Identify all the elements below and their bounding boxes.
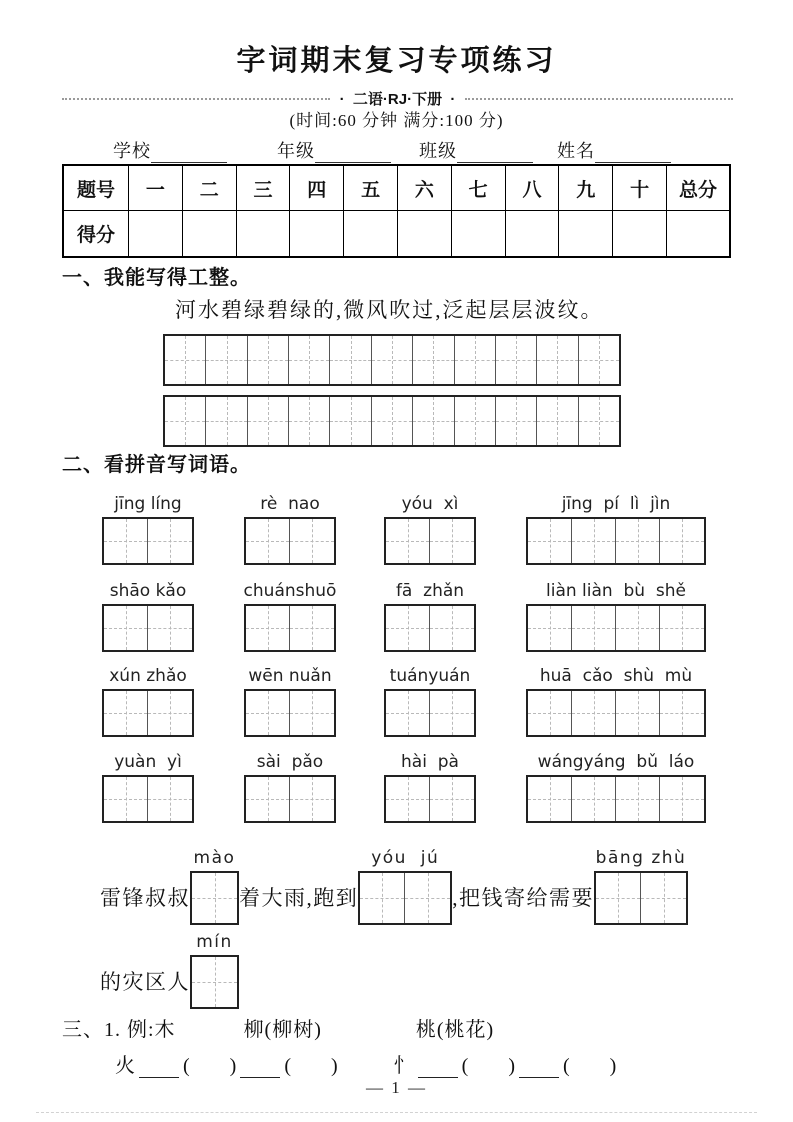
write-cell[interactable] xyxy=(104,606,148,650)
answer-grid[interactable] xyxy=(526,775,706,823)
write-cell[interactable] xyxy=(165,336,206,384)
write-cell[interactable] xyxy=(148,606,192,650)
writing-grid-row-2[interactable] xyxy=(163,395,621,447)
grade-label: 年级 xyxy=(277,141,315,161)
col-10: 十 xyxy=(613,165,667,211)
write-cell[interactable] xyxy=(360,873,405,923)
sentence-text: 雷锋叔叔 xyxy=(100,886,190,910)
write-cell[interactable] xyxy=(616,606,660,650)
section-one-heading: 一、我能写得工整。 xyxy=(62,267,251,289)
write-cell[interactable] xyxy=(572,519,616,563)
answer-blank[interactable] xyxy=(240,1057,280,1078)
radical-fire: 火 xyxy=(115,1055,135,1077)
write-cell[interactable] xyxy=(372,397,413,445)
pinyin-group xyxy=(385,752,475,823)
write-cell[interactable] xyxy=(430,519,474,563)
page-number: — 1 — xyxy=(366,1078,427,1097)
question-number-header: 题号 xyxy=(63,165,129,211)
answer-grid[interactable] xyxy=(244,604,336,652)
score-cell[interactable] xyxy=(559,211,613,258)
dotted-line-right xyxy=(465,98,733,100)
answer-grid[interactable] xyxy=(244,517,336,565)
student-fields xyxy=(113,137,671,163)
answer-grid[interactable] xyxy=(594,871,688,925)
pinyin-group xyxy=(385,494,475,565)
grade-field xyxy=(277,137,391,163)
answer-blank[interactable] xyxy=(519,1057,559,1078)
answer-grid[interactable] xyxy=(384,604,476,652)
col-2: 二 xyxy=(182,165,236,211)
fill-box-group xyxy=(358,848,452,925)
write-cell[interactable] xyxy=(641,873,686,923)
col-8: 八 xyxy=(505,165,559,211)
write-cell[interactable] xyxy=(528,691,572,735)
answer-grid[interactable] xyxy=(244,775,336,823)
pinyin-group xyxy=(245,494,335,565)
pinyin-group xyxy=(527,581,705,652)
pinyin-group xyxy=(103,581,193,652)
class-field xyxy=(419,137,533,163)
pinyin-group xyxy=(385,581,475,652)
write-cell[interactable] xyxy=(386,519,430,563)
write-cell[interactable] xyxy=(572,777,616,821)
write-cell[interactable] xyxy=(246,777,290,821)
pinyin-label: bāng zhù xyxy=(595,848,687,868)
score-cell[interactable] xyxy=(344,211,398,258)
write-cell[interactable] xyxy=(413,397,454,445)
write-cell[interactable] xyxy=(572,691,616,735)
dotted-line-left xyxy=(62,98,330,100)
fill-sentence-line-2 xyxy=(100,932,239,1009)
answer-grid[interactable] xyxy=(526,689,706,737)
write-cell[interactable] xyxy=(104,691,148,735)
write-cell[interactable] xyxy=(430,691,474,735)
writing-grid-row-1[interactable] xyxy=(163,334,621,386)
score-table-header-row xyxy=(63,165,730,211)
write-cell[interactable] xyxy=(290,519,334,563)
pinyin-label: wēn nuǎn xyxy=(248,666,332,686)
pinyin-label: hài pà xyxy=(401,752,459,772)
write-cell[interactable] xyxy=(386,691,430,735)
col-3: 三 xyxy=(236,165,290,211)
answer-grid[interactable] xyxy=(102,689,194,737)
write-cell[interactable] xyxy=(206,397,247,445)
score-cell[interactable] xyxy=(451,211,505,258)
answer-grid[interactable] xyxy=(526,517,706,565)
write-cell[interactable] xyxy=(430,777,474,821)
pinyin-group xyxy=(527,752,705,823)
pinyin-group xyxy=(245,752,335,823)
section-three-exercise xyxy=(115,1049,616,1078)
write-cell[interactable] xyxy=(386,606,430,650)
write-cell[interactable] xyxy=(148,777,192,821)
write-cell[interactable] xyxy=(104,777,148,821)
answer-grid[interactable] xyxy=(190,955,239,1009)
write-cell[interactable] xyxy=(537,336,578,384)
answer-grid[interactable] xyxy=(244,689,336,737)
pinyin-label: yóu xì xyxy=(401,494,459,514)
fill-box-group xyxy=(190,932,239,1009)
score-cell[interactable] xyxy=(290,211,344,258)
pinyin-group xyxy=(103,494,193,565)
write-cell[interactable] xyxy=(596,873,641,923)
write-cell[interactable] xyxy=(290,606,334,650)
write-cell[interactable] xyxy=(405,873,450,923)
write-cell[interactable] xyxy=(496,397,537,445)
pinyin-group xyxy=(245,666,335,737)
pinyin-group xyxy=(527,666,705,737)
answer-grid[interactable] xyxy=(358,871,452,925)
fill-sentence-line-1 xyxy=(100,848,688,925)
sentence-text: 的灾区人 xyxy=(100,970,190,994)
pinyin-label: jīng pí lì jìn xyxy=(561,494,671,514)
score-cell[interactable] xyxy=(505,211,559,258)
write-cell[interactable] xyxy=(290,691,334,735)
score-cell[interactable] xyxy=(182,211,236,258)
school-blank[interactable] xyxy=(151,144,227,163)
class-label: 班级 xyxy=(419,141,457,161)
write-cell[interactable] xyxy=(616,519,660,563)
example-word-2: 桃(桃花) xyxy=(415,1019,495,1041)
pinyin-label: yuàn yì xyxy=(114,752,182,772)
name-field xyxy=(557,137,671,163)
col-9: 九 xyxy=(559,165,613,211)
school-label: 学校 xyxy=(113,141,151,161)
radical-heart: 忄 xyxy=(393,1055,414,1077)
write-cell[interactable] xyxy=(660,777,704,821)
answer-blank[interactable] xyxy=(139,1057,179,1078)
write-cell[interactable] xyxy=(248,336,289,384)
write-cell[interactable] xyxy=(660,519,704,563)
name-label: 姓名 xyxy=(557,141,595,161)
write-cell[interactable] xyxy=(330,336,371,384)
write-cell[interactable] xyxy=(192,957,237,1007)
write-cell[interactable] xyxy=(290,777,334,821)
answer-grid[interactable] xyxy=(384,775,476,823)
col-total: 总分 xyxy=(667,165,731,211)
sentence-text: 着大雨,跑到 xyxy=(239,886,359,910)
write-cell[interactable] xyxy=(616,777,660,821)
bottom-dashed-rule xyxy=(36,1112,757,1113)
name-blank[interactable] xyxy=(595,144,671,163)
pinyin-label: sài pǎo xyxy=(256,752,324,772)
answer-grid[interactable] xyxy=(102,775,194,823)
write-cell[interactable] xyxy=(528,606,572,650)
write-cell[interactable] xyxy=(660,691,704,735)
answer-blank[interactable] xyxy=(418,1057,458,1078)
write-cell[interactable] xyxy=(246,691,290,735)
pinyin-group xyxy=(385,666,475,737)
score-cell[interactable] xyxy=(613,211,667,258)
class-blank[interactable] xyxy=(457,144,533,163)
write-cell[interactable] xyxy=(246,519,290,563)
example-prefix: 三、1. 例:木 xyxy=(62,1019,176,1041)
edition-label: · 二语·RJ·下册 · xyxy=(339,91,456,108)
pinyin-label: yóu jú xyxy=(371,848,440,868)
pinyin-label: wángyáng bǔ láo xyxy=(537,752,695,772)
write-cell[interactable] xyxy=(537,397,578,445)
pinyin-label: tuányuán xyxy=(389,666,471,686)
page-title: 字词期末复习专项练习 xyxy=(236,45,557,77)
section-three-heading xyxy=(62,1013,494,1042)
write-cell[interactable] xyxy=(528,519,572,563)
answer-grid[interactable] xyxy=(384,689,476,737)
write-cell[interactable] xyxy=(616,691,660,735)
score-cell[interactable] xyxy=(667,211,731,258)
answer-grid[interactable] xyxy=(102,604,194,652)
pinyin-label: chuánshuō xyxy=(243,581,337,601)
write-cell[interactable] xyxy=(289,397,330,445)
write-cell[interactable] xyxy=(386,777,430,821)
write-cell[interactable] xyxy=(430,606,474,650)
col-1: 一 xyxy=(129,165,183,211)
answer-grid[interactable] xyxy=(190,871,239,925)
col-4: 四 xyxy=(290,165,344,211)
answer-grid[interactable] xyxy=(526,604,706,652)
pinyin-group xyxy=(527,494,705,565)
answer-grid[interactable] xyxy=(102,517,194,565)
write-cell[interactable] xyxy=(246,606,290,650)
pinyin-group xyxy=(103,666,193,737)
paren-blank[interactable]: ( ) xyxy=(562,1055,617,1077)
example-word-1: 柳(柳树) xyxy=(243,1019,322,1041)
paren-blank[interactable]: ( ) xyxy=(183,1055,237,1077)
pinyin-label: rè nao xyxy=(260,494,320,514)
write-cell[interactable] xyxy=(528,777,572,821)
score-cell[interactable] xyxy=(236,211,290,258)
write-cell[interactable] xyxy=(165,397,206,445)
write-cell[interactable] xyxy=(192,873,237,923)
answer-grid[interactable] xyxy=(384,517,476,565)
write-cell[interactable] xyxy=(248,397,289,445)
write-cell[interactable] xyxy=(496,336,537,384)
pinyin-label: huā cǎo shù mù xyxy=(539,666,693,686)
write-cell[interactable] xyxy=(579,336,619,384)
write-cell[interactable] xyxy=(206,336,247,384)
pinyin-label: mào xyxy=(193,848,236,868)
col-6: 六 xyxy=(397,165,451,211)
write-cell[interactable] xyxy=(455,397,496,445)
pinyin-group xyxy=(245,581,335,652)
col-7: 七 xyxy=(451,165,505,211)
score-row xyxy=(63,211,730,258)
school-field xyxy=(113,137,227,163)
write-cell[interactable] xyxy=(148,691,192,735)
score-table xyxy=(62,164,731,258)
score-cell[interactable] xyxy=(397,211,451,258)
pinyin-label: mín xyxy=(196,932,233,952)
pinyin-label: shāo kǎo xyxy=(109,581,187,601)
write-cell[interactable] xyxy=(455,336,496,384)
write-cell[interactable] xyxy=(579,397,619,445)
pinyin-label: xún zhǎo xyxy=(109,666,187,686)
write-cell[interactable] xyxy=(289,336,330,384)
score-row-header: 得分 xyxy=(63,211,129,258)
write-cell[interactable] xyxy=(413,336,454,384)
pinyin-label: fā zhǎn xyxy=(395,581,465,601)
copy-sentence: 河水碧绿碧绿的,微风吹过,泛起层层波纹。 xyxy=(175,298,604,322)
write-cell[interactable] xyxy=(148,519,192,563)
write-cell[interactable] xyxy=(372,336,413,384)
grade-blank[interactable] xyxy=(315,144,391,163)
col-5: 五 xyxy=(344,165,398,211)
sentence-text: ,把钱寄给需要 xyxy=(452,886,594,910)
pinyin-group xyxy=(103,752,193,823)
paren-blank[interactable]: ( ) xyxy=(284,1055,338,1077)
score-cell[interactable] xyxy=(129,211,183,258)
paren-blank[interactable]: ( ) xyxy=(461,1055,515,1077)
write-cell[interactable] xyxy=(572,606,616,650)
pinyin-label: jīng líng xyxy=(114,494,182,514)
exam-info: (时间:60 分钟 满分:100 分) xyxy=(289,111,504,130)
fill-box-group xyxy=(190,848,239,925)
fill-box-group xyxy=(594,848,688,925)
pinyin-label: liàn liàn bù shě xyxy=(546,581,686,601)
write-cell[interactable] xyxy=(104,519,148,563)
section-two-heading: 二、看拼音写词语。 xyxy=(62,454,251,476)
write-cell[interactable] xyxy=(660,606,704,650)
write-cell[interactable] xyxy=(330,397,371,445)
